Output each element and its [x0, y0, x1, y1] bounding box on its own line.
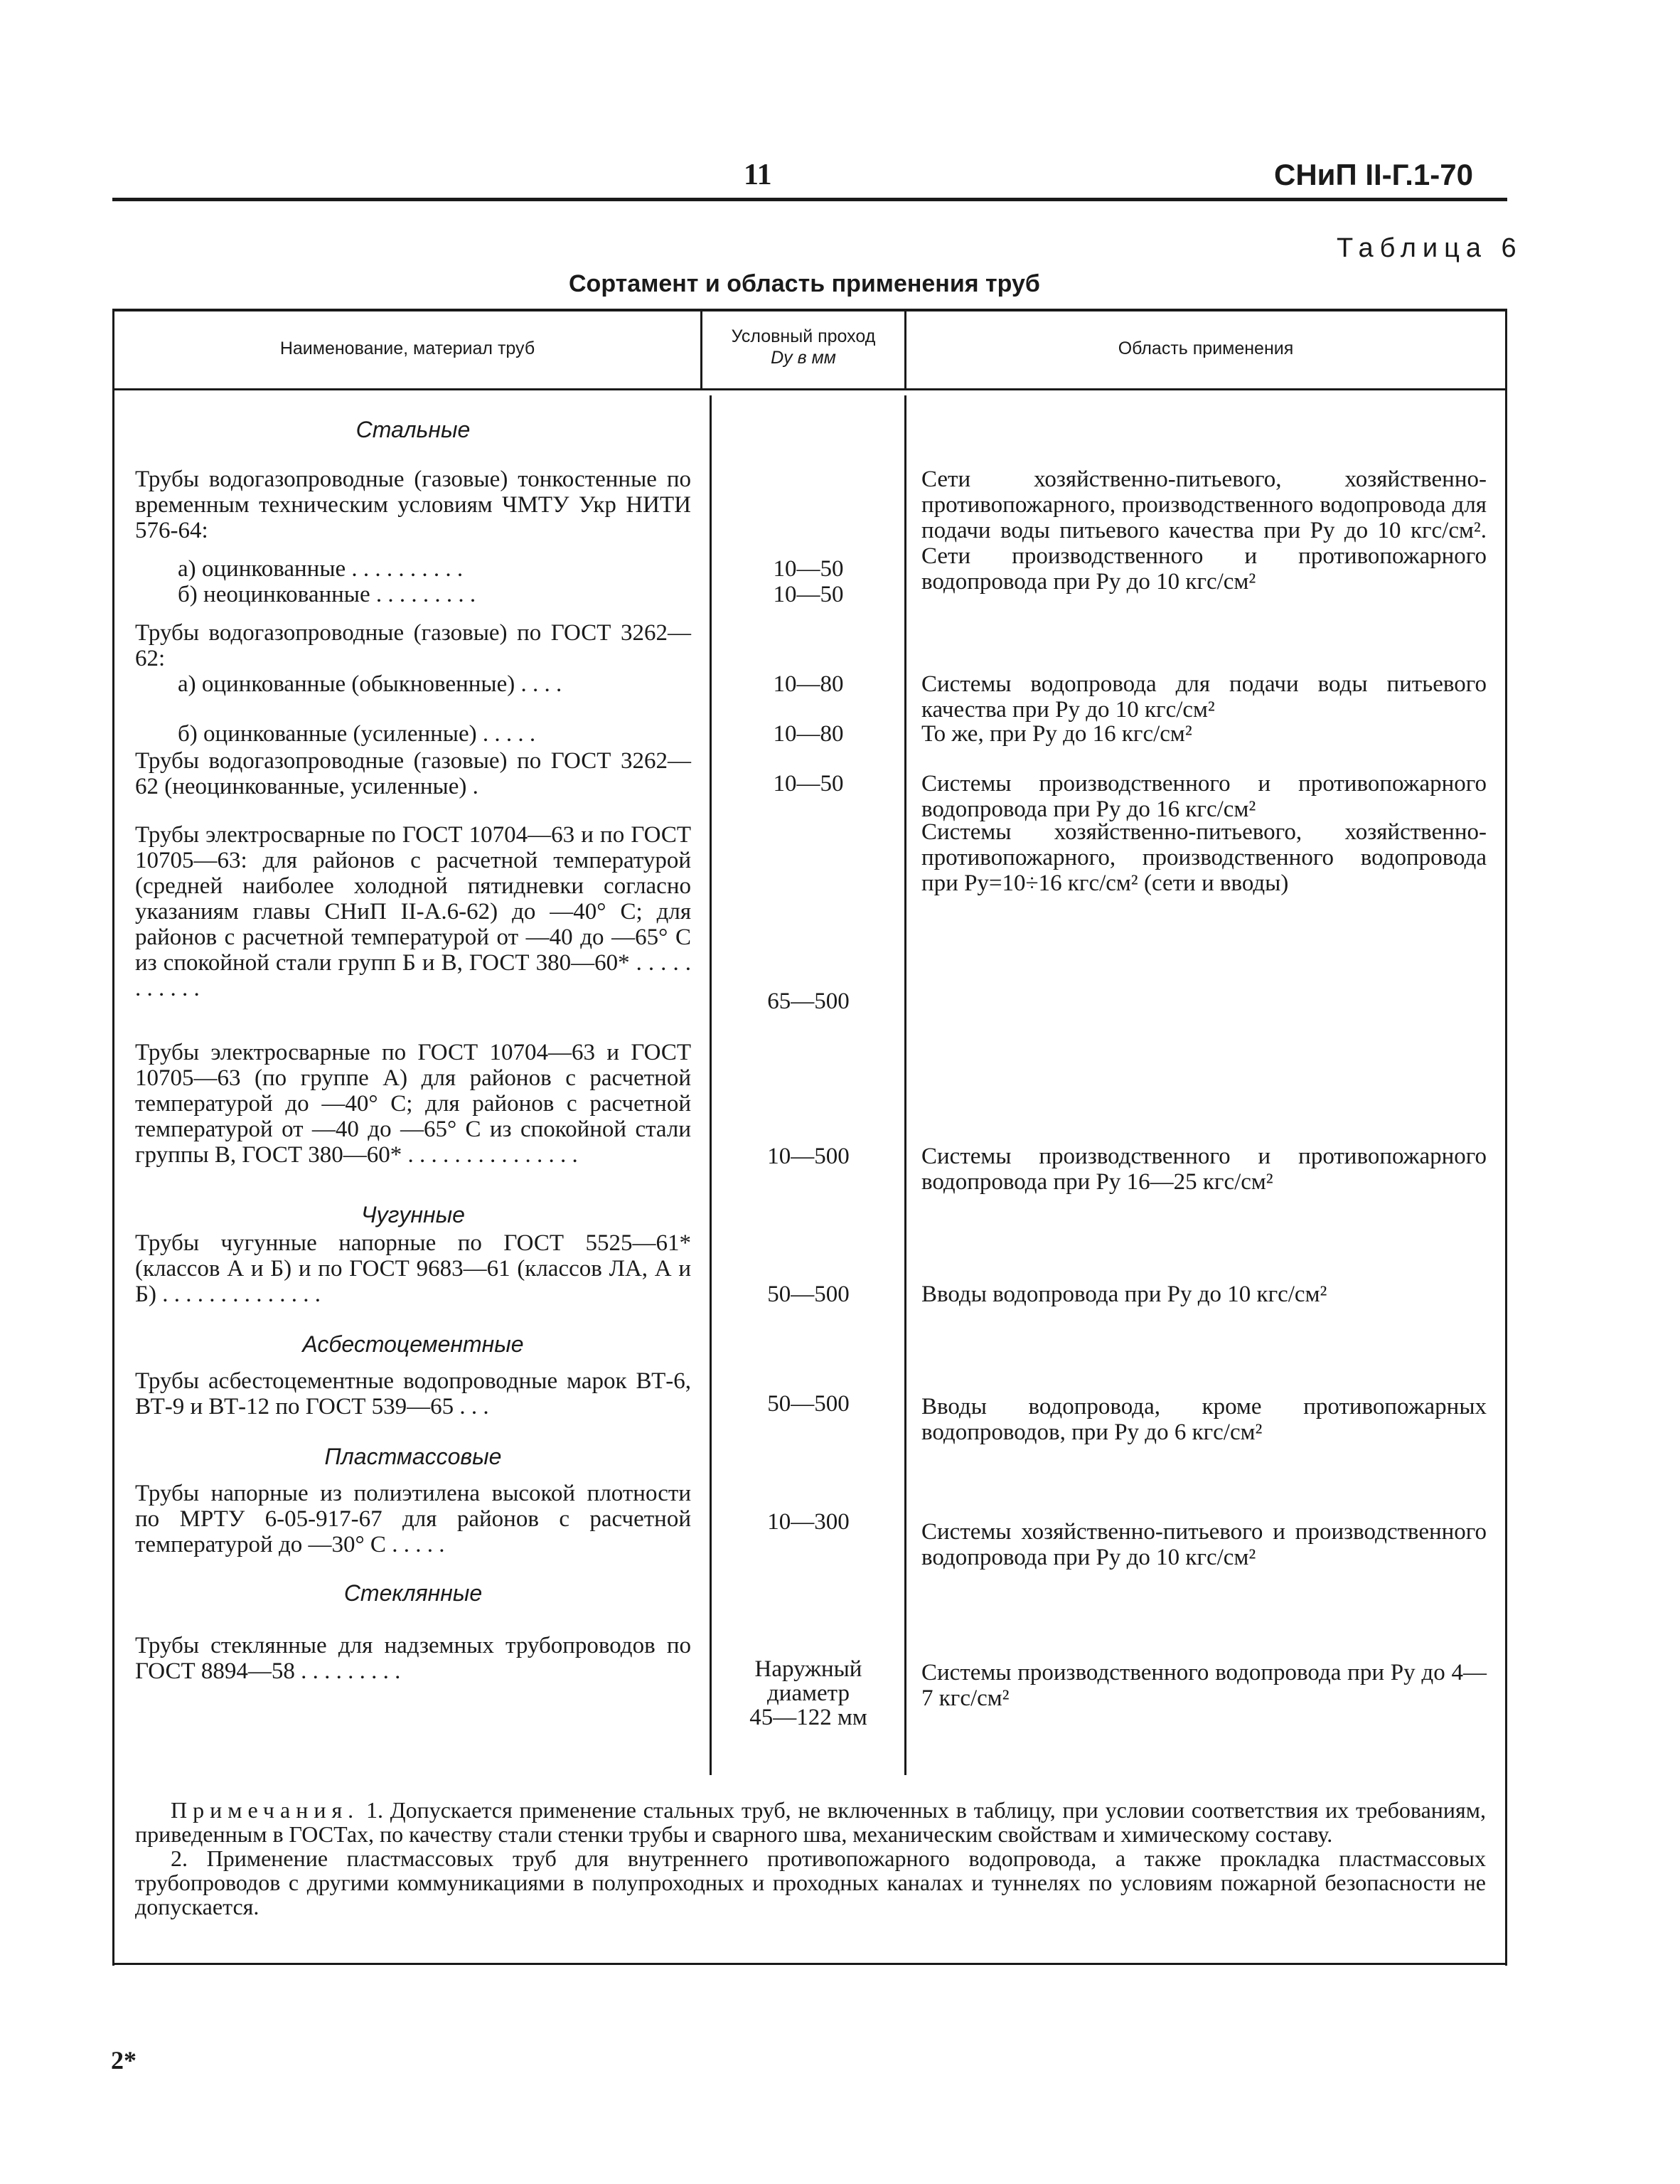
table-header-rule [112, 388, 1507, 390]
row-dn: 65—500 [767, 989, 850, 1014]
row-usage: Вводы водопровода, кроме противопожарных водопроводов, при Ру до 6 кгс/см² [921, 1394, 1487, 1445]
row-name: Трубы водогазопроводные (газовые) тонкостенные по временным техническим условиям ЧМТУ Укр НИТИ 576-64: [135, 467, 691, 543]
page-signature-mark: 2* [111, 2046, 137, 2074]
table-number: Таблица 6 [1337, 233, 1523, 263]
table-right-border [1505, 309, 1507, 1966]
column-header-dn-line2: Dу в мм [771, 348, 836, 368]
row-name: а) оцинкованные (обыкновенные) . . . . [178, 671, 562, 697]
row-dn: 10—300 [767, 1509, 850, 1535]
row-dn: 10—50 [773, 556, 844, 582]
row-name: Трубы водогазопроводные (газовые) по ГОСТ 3262—62 (неоцинкованные, усиленные) . [135, 748, 691, 799]
notes-label: Примечания. [171, 1797, 360, 1823]
row-name: Трубы асбестоцементные водопроводные марок ВТ-6, ВТ-9 и ВТ-12 по ГОСТ 539—65 . . . [135, 1368, 691, 1419]
row-usage: Сети хозяйственно-питьевого, хозяйственно-противопожарного, производственного водопровода для подачи воды питьевого качества при Ру до 10 кгс/см². Сети производственного и противопожарного водопровода при Ру до 10 кгс/см² [921, 467, 1487, 595]
row-name: Трубы электросварные по ГОСТ 10704—63 и ГОСТ 10705—63 (по группе А) для районов с расчетной температурой до —40° С; для районов с расчетной температурой от —40 до —65° С из спокойной стали группы В, ГОСТ 380—60* . . . . . . . . . . . . . . . [135, 1040, 691, 1168]
header-divider-1 [700, 309, 702, 388]
row-usage: Системы хозяйственно-питьевого и производственного водопровода при Ру до 10 кгс/см² [921, 1519, 1487, 1570]
row-dn: 50—500 [767, 1282, 850, 1307]
row-dn-line: Наружный [754, 1656, 862, 1682]
column-header-name: Наименование, материал труб [279, 339, 535, 358]
row-dn [710, 1657, 907, 1730]
header-divider-2 [904, 309, 906, 388]
section-heading-asbestos: Асбестоцементные [302, 1331, 524, 1357]
table-title: Сортамент и область применения труб [569, 270, 1040, 297]
row-dn: 10—500 [767, 1144, 850, 1169]
row-name: Трубы водогазопроводные (газовые) по ГОСТ 3262—62: [135, 620, 691, 671]
row-usage: Системы производственного и противопожарного водопровода при Ру 16—25 кгс/см² [921, 1144, 1487, 1195]
column-header-dn-line1: Условный проход [731, 326, 876, 346]
row-name: б) оцинкованные (усиленные) . . . . . [178, 721, 536, 747]
section-heading-cast-iron: Чугунные [361, 1202, 465, 1227]
row-dn: 50—500 [767, 1391, 850, 1417]
row-usage: Вводы водопровода при Ру до 10 кгс/см² [921, 1282, 1327, 1307]
row-dn-line: 45—122 мм [749, 1705, 867, 1730]
row-name: Трубы стеклянные для надземных трубопроводов по ГОСТ 8894—58 . . . . . . . . . [135, 1633, 691, 1684]
document-code: СНиП II-Г.1-70 [1274, 158, 1473, 191]
row-dn: 10—80 [773, 671, 844, 697]
row-dn-line: диаметр [767, 1680, 850, 1706]
row-usage: Системы хозяйственно-питьевого, хозяйственно-противопожарного, производственного водопровода при Ру=10÷16 кгс/см² (сети и вводы) [921, 819, 1487, 896]
table-notes [135, 1798, 1486, 1919]
note-1 [135, 1798, 1486, 1846]
column-header-dn [704, 326, 903, 368]
section-heading-glass: Стеклянные [343, 1580, 483, 1606]
row-name: Трубы напорные из полиэтилена высокой плотности по МРТУ 6-05-917-67 для районов с расчетной температурой до —30° С . . . . . [135, 1481, 691, 1557]
row-usage: Системы водопровода для подачи воды питьевого качества при Ру до 10 кгс/см² [921, 671, 1487, 723]
table-left-border [112, 309, 114, 1966]
row-name: Трубы чугунные напорные по ГОСТ 5525—61* (классов А и Б) и по ГОСТ 9683—61 (классов ЛА, А и Б) . . . . . . . . . . . . . . [135, 1230, 691, 1307]
row-usage: То же, при Ру до 16 кгс/см² [921, 721, 1192, 747]
section-heading-steel: Стальные [355, 417, 471, 442]
row-name: Трубы электросварные по ГОСТ 10704—63 и по ГОСТ 10705—63: для районов с расчетной температурой (средней наиболее холодной пятидневки согласно указаниям главы СНиП II-А.6-62) до —40° С; для районов с расчетной температурой от —40 до —65° С из спокойной стали групп Б и В, ГОСТ 380—60* . . . . . . . . . . . [135, 822, 691, 1001]
page-number: 11 [744, 159, 772, 191]
table-bottom-rule [112, 1963, 1507, 1965]
note-1-text: 1. Допускается применение стальных труб, не включенных в таблицу, при условии соответствия их требованиям, приведенным в ГОСТах, по качеству стали стенки трубы и сварного шва, механическим свойствам и химическому составу. [135, 1797, 1487, 1847]
row-name: а) оцинкованные . . . . . . . . . . [178, 556, 464, 582]
section-heading-plastic: Пластмассовые [324, 1444, 502, 1469]
row-usage: Системы производственного и противопожарного водопровода при Ру до 16 кгс/см² [921, 771, 1487, 822]
header-rule [112, 198, 1507, 201]
column-header-usage: Область применения [1118, 339, 1294, 358]
table-top-rule [112, 309, 1507, 311]
row-dn: 10—50 [773, 771, 844, 797]
row-dn: 10—80 [773, 721, 844, 747]
row-usage: Системы производственного водопровода при Ру до 4—7 кгс/см² [921, 1660, 1487, 1711]
row-dn: 10—50 [773, 582, 844, 607]
row-name: б) неоцинкованные . . . . . . . . . [178, 582, 476, 607]
note-2: 2. Применение пластмассовых труб для внутреннего противопожарного водопровода, а также прокладка пластмассовых трубопроводов с другими коммуникациями в полупроходных и проходных каналах и туннелях по условиям пожарной безопасности не допускается. [135, 1845, 1486, 1919]
